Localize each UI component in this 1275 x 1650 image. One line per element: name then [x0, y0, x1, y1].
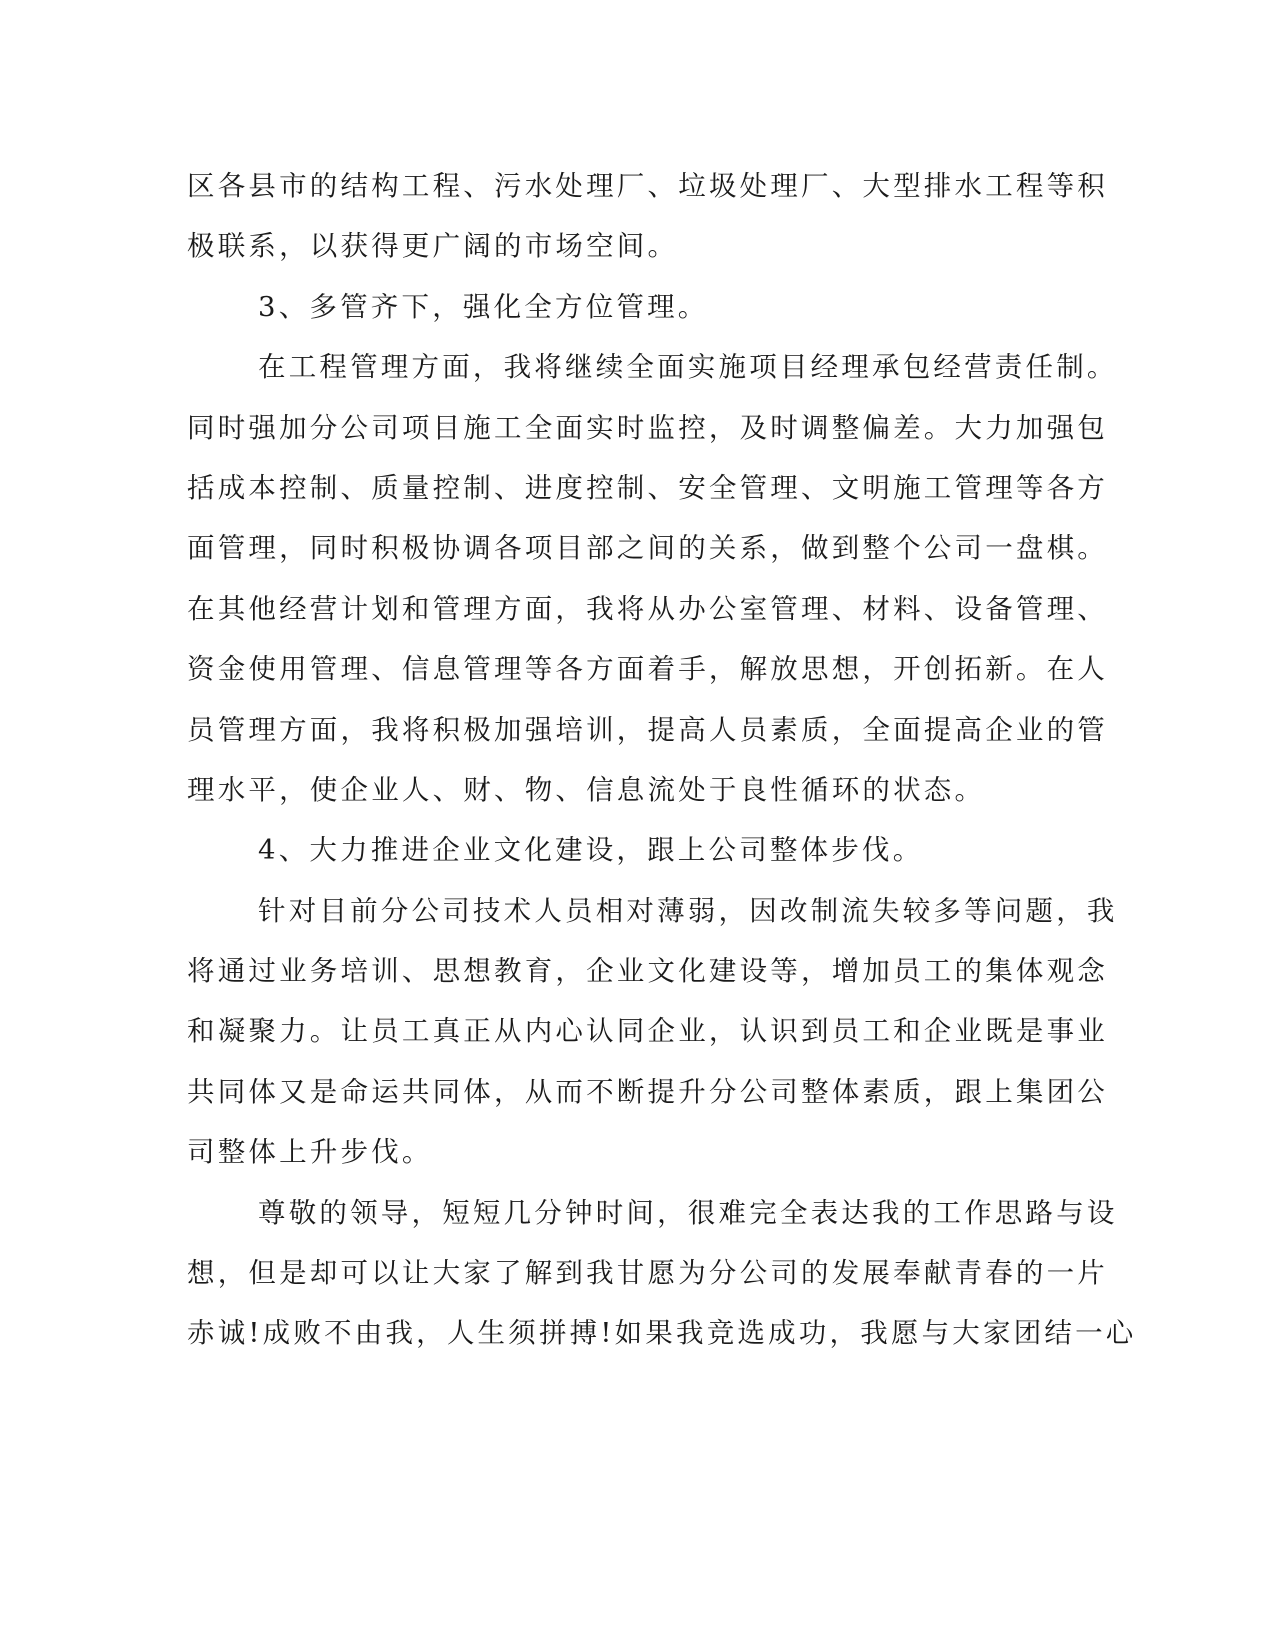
text-line: 将通过业务培训、思想教育，企业文化建设等，增加员工的集体观念	[187, 955, 1108, 988]
text-line: 资金使用管理、信息管理等各方面着手，解放思想，开创拓新。在人	[187, 653, 1108, 686]
text-line: 面管理，同时积极协调各项目部之间的关系，做到整个公司一盘棋。	[187, 532, 1108, 565]
text-line: 员管理方面，我将积极加强培训，提高人员素质，全面提高企业的管	[187, 713, 1108, 746]
text-line: 在工程管理方面，我将继续全面实施项目经理承包经营责任制。	[258, 351, 1118, 384]
section-heading: 3、多管齐下，强化全方位管理。	[258, 290, 709, 323]
body-text	[187, 156, 1137, 1364]
text-line: 共同体又是命运共同体，从而不断提升分公司整体素质，跟上集团公	[187, 1075, 1108, 1108]
text-line: 想，但是却可以让大家了解到我甘愿为分公司的发展奉献青春的一片	[187, 1257, 1108, 1290]
text-line: 在其他经营计划和管理方面，我将从办公室管理、材料、设备管理、	[187, 592, 1108, 625]
text-line: 和凝聚力。让员工真正从内心认同企业，认识到员工和企业既是事业	[187, 1015, 1108, 1048]
text-line: 尊敬的领导，短短几分钟时间，很难完全表达我的工作思路与设	[258, 1196, 1118, 1229]
text-line: 同时强加分公司项目施工全面实时监控，及时调整偏差。大力加强包	[187, 411, 1108, 444]
text-line: 针对目前分公司技术人员相对薄弱，因改制流失较多等问题，我	[258, 894, 1118, 927]
text-line: 理水平，使企业人、财、物、信息流处于良性循环的状态。	[187, 773, 986, 806]
text-line: 赤诚!成败不由我，人生须拼搏!如果我竞选成功，我愿与大家团结一心	[187, 1317, 1137, 1350]
text-line: 区各县市的结构工程、污水处理厂、垃圾处理厂、大型排水工程等积	[187, 170, 1108, 202]
text-line: 括成本控制、质量控制、进度控制、安全管理、文明施工管理等各方	[187, 471, 1108, 504]
section-heading: 4、大力推进企业文化建设，跟上公司整体步伐。	[258, 834, 924, 867]
text-line: 极联系，以获得更广阔的市场空间。	[187, 230, 679, 263]
text-line: 司整体上升步伐。	[187, 1136, 433, 1169]
